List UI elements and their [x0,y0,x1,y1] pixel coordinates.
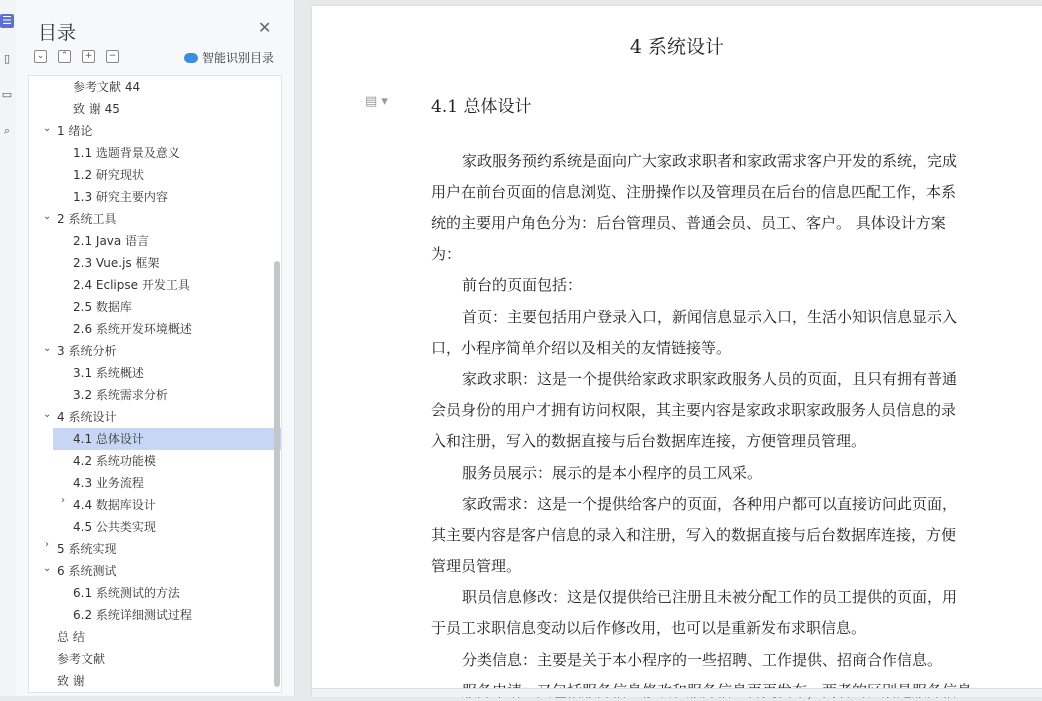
chevron-down-icon[interactable]: ⌄ [43,343,52,354]
toc-item[interactable]: 6.2 系统详细测试过程 [73,608,192,622]
body-line: 统的主要用户角色分为：后台管理员、普通会员、员工、客户。 具体设计方案 [431,214,946,232]
toc-item[interactable]: 1 绪论 [57,124,93,138]
cloud-icon [184,53,198,63]
toc-item[interactable]: 2.6 系统开发环境概述 [73,322,192,336]
smart-toc-label: 智能识别目录 [202,51,275,65]
toc-item[interactable]: 4.2 系统功能模 [73,454,156,468]
chapter-title: 4 系统设计 [629,36,725,58]
chevron-down-icon[interactable]: ⌄ [43,211,52,222]
toc-item[interactable]: 6 系统测试 [57,564,117,578]
toc-item[interactable]: 致 谢 45 [73,102,120,116]
toc-item[interactable]: 2.4 Eclipse 开发工具 [73,278,190,292]
toc-item[interactable]: 5 系统实现 [57,542,117,556]
toc-item[interactable]: 4.5 公共类实现 [73,520,156,534]
toc-item[interactable]: 3 系统分析 [57,344,117,358]
body-line: 管理员管理。 [431,557,522,575]
toc-item[interactable]: 3.2 系统需求分析 [73,388,168,402]
chevron-right-icon[interactable]: › [45,539,49,550]
paragraph-icon[interactable]: ▤ ▾ [365,94,388,109]
toc-panel [16,0,295,696]
remove-heading-icon[interactable]: − [106,50,119,63]
body-line: 首页：主要包括用户登录入口，新闻信息显示入口，生活小知识信息显示入 [462,308,958,326]
chevron-down-icon[interactable]: ⌄ [43,123,52,134]
body-line: 服务员展示：展示的是本小程序的员工风采。 [462,464,763,482]
smart-toc-button[interactable] [184,49,274,66]
body-line: 会员身份的用户才拥有访问权限，其主要内容是家政求职家政服务人员信息的录 [431,401,957,419]
body-line: 于员工求职信息变动以后作修改用，也可以是重新发布求职信息。 [431,619,867,637]
toc-item[interactable]: 1.1 选题背景及意义 [73,146,180,160]
body-line: 家政需求：这是一个提供给客户的页面，各种用户都可以直接访问此页面， [462,495,958,513]
bookmark-icon[interactable]: ▯ [3,52,11,65]
toc-item-selected[interactable]: 4.1 总体设计 [53,428,281,450]
chevron-down-icon[interactable]: ⌄ [43,563,52,574]
toc-item[interactable]: 6.1 系统测试的方法 [73,586,180,600]
toc-item[interactable]: 2.3 Vue.js 框架 [73,256,160,270]
toc-item[interactable]: 参考文献 [57,652,106,666]
section-title: 4.1 总体设计 [431,97,532,117]
body-line: 分类信息：主要是关于本小程序的一些招聘、工作提供、招商合作信息。 [462,651,943,669]
toc-item[interactable]: 2 系统工具 [57,212,117,226]
search-icon[interactable]: ⌕ [3,124,11,137]
body-line: 口，小程序简单介绍以及相关的友情链接等。 [431,339,732,357]
toc-item[interactable]: 2.5 数据库 [73,300,132,314]
tool-strip [0,0,17,696]
toc-item[interactable]: 参考文献 44 [73,80,141,94]
expand-all-icon[interactable]: ⌄ [34,50,47,63]
toc-item[interactable]: 4 系统设计 [57,410,117,424]
toc-item[interactable]: 4.3 业务流程 [73,476,144,490]
body-line: 用户在前台页面的信息浏览、注册操作以及管理员在后台的信息匹配工作，本系 [431,183,957,201]
toc-item[interactable]: 3.1 系统概述 [73,366,144,380]
close-icon[interactable]: ✕ [258,18,272,37]
toc-title: 目录 [38,22,77,44]
body-line: 前台的页面包括： [462,276,583,294]
toc-item[interactable]: 2.1 Java 语言 [73,234,150,248]
body-line: 家政求职：这是一个提供给家政求职家政服务人员的页面，且只有拥有普通 [462,370,958,388]
toc-list [28,75,282,693]
collapse-all-icon[interactable]: ⌃ [58,50,71,63]
toc-item[interactable]: 总 结 [57,630,85,644]
body-line: 入和注册，写入的数据直接与后台数据库连接，方便管理员管理。 [431,432,867,450]
toc-icon[interactable]: ☰ [0,14,14,28]
document-page [312,6,1042,696]
toc-item[interactable]: 致 谢 [57,674,85,688]
toc-scrollbar[interactable] [274,261,280,687]
body-line: 其主要内容是客户信息的录入和注册，写入的数据直接与后台数据库连接，方便 [431,526,957,544]
body-line: 职员信息修改：这是仅提供给已注册且未被分配工作的员工提供的页面，用 [462,588,958,606]
body-line: 家政服务预约系统是面向广大家政求职者和家政需求客户开发的系统，完成 [462,152,958,170]
chevron-down-icon[interactable]: ⌄ [43,409,52,420]
toc-item[interactable]: 1.2 研究现状 [73,168,144,182]
add-heading-icon[interactable]: + [82,50,95,63]
body-line: 为： [431,245,462,263]
page-icon[interactable]: ▭ [1,88,13,101]
toc-item[interactable]: 1.3 研究主要内容 [73,190,168,204]
document-area [295,0,1042,696]
toc-item[interactable]: 4.4 数据库设计 [73,498,156,512]
chevron-right-icon[interactable]: › [61,495,65,506]
